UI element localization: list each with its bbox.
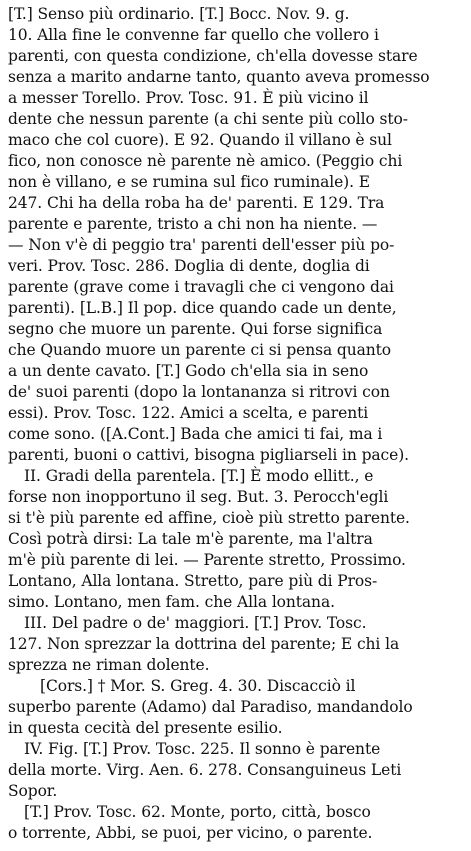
text-line: [T.] Senso più ordinario. [T.] Bocc. Nov. 9. g. [8,5,350,23]
text-line: a messer Torello. Prov. Tosc. 91. È più vicino il [8,89,369,107]
text-line: 127. Non sprezzar la dottrina del parente; E chi la [8,635,400,653]
text-line: de' suoi parenti (dopo la lontananza si ritrovi con [8,383,390,401]
text-line: [T.] Prov. Tosc. 62. Monte, porto, città, bosco [24,803,371,821]
text-line: veri. Prov. Tosc. 286. Doglia di dente, doglia di [8,257,370,275]
text-line: 247. Chi ha della roba ha de' parenti. E 129. Tra [8,194,385,212]
text-line: 10. Alla fine le convenne far quello che vollero i [8,26,379,44]
text-line: fico, non conosce nè parente nè amico. (Peggio chi [8,152,403,170]
text-line: forse non inopportuno il seg. But. 3. Perocch'egli [8,488,389,506]
text-line: parenti). [L.B.] Il pop. dice quando cade un dente, [8,299,397,317]
section-heading-line: II. Gradi della parentela. [T.] È modo ellitt., e [24,467,374,485]
text-line: senza a marito andarne tanto, quanto aveva promesso [8,68,430,86]
text-line: a un dente cavato. [T.] Godo ch'ella sia in seno [8,362,369,380]
text-line: m'è più parente di lei. — Parente stretto, Prossimo. [8,551,406,569]
text-line: Sopor. [8,782,58,800]
text-line: sprezza ne riman dolente. [8,656,210,674]
text-line: come sono. ([A.Cont.] Bada che amici ti fai, ma i [8,425,383,443]
text-line: maco che col cuore). E 92. Quando il villano è sul [8,131,392,149]
section-heading-line: IV. Fig. [T.] Prov. Tosc. 225. Il sonno è parente [24,740,381,758]
text-line: non è villano, e se rumina sul fico ruminale). E [8,173,370,191]
text-line: essi). Prov. Tosc. 122. Amici a scelta, e parenti [8,404,369,422]
text-line: parente e parente, tristo a chi non ha niente. — [8,215,378,233]
text-line: parente (grave come i travagli che ci vengono dai [8,278,394,296]
section-heading-line: III. Del padre o de' maggiori. [T.] Prov. Tosc. [24,614,367,632]
text-line: superbo parente (Adamo) dal Paradiso, mandandolo [8,698,413,716]
text-line: in questa cecità del presente esilio. [8,719,283,737]
text-line: [Cors.] † Mor. S. Greg. 4. 30. Discacciò il [40,677,356,695]
text-line: o torrente, Abbi, se puoi, per vicino, o parente. [8,824,373,842]
text-line: — Non v'è di peggio tra' parenti dell'esser più po- [8,236,395,254]
text-line: Lontano, Alla lontana. Stretto, pare più di Pros- [8,572,378,590]
text-line: si t'è più parente ed affine, cioè più stretto parente. [8,509,410,527]
text-line: della morte. Virg. Aen. 6. 278. Consanguineus Leti [8,761,402,779]
text-line: che Quando muore un parente ci si pensa quanto [8,341,392,359]
text-line: parenti, buoni o cattivi, bisogna pigliarseli in pace). [8,446,409,464]
text-line: Così potrà dirsi: La tale m'è parente, ma l'altra [8,530,373,548]
text-line: simo. Lontano, men fam. che Alla lontana. [8,593,335,611]
text-line: segno che muore un parente. Qui forse significa [8,320,383,338]
text-line: dente che nessun parente (a chi sente più collo sto- [8,110,408,128]
text-line: parenti, con questa condizione, ch'ella dovesse stare [8,47,418,65]
